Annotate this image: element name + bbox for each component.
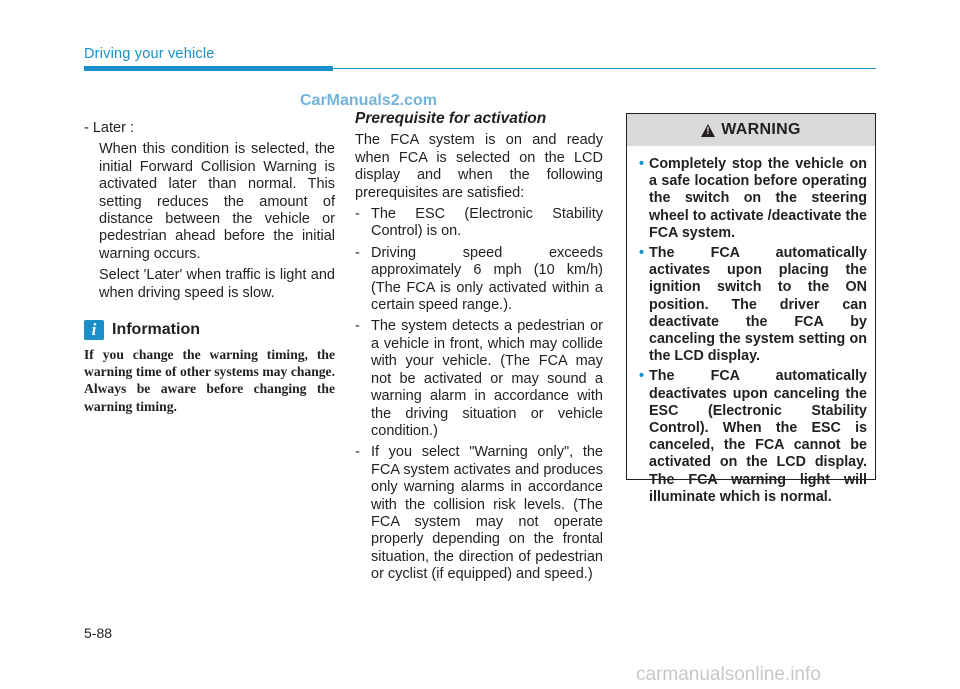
warning-label: WARNING: [721, 121, 801, 138]
prerequisite-item: - The ESC (Electronic Stability Control) is on.: [355, 206, 603, 240]
header-rule-thin: [333, 68, 876, 69]
warning-box: [626, 113, 876, 505]
later-paragraph-1: When this condition is selected, the initial Forward Collision Warning is activated later than normal. This setting reduces the amount of distance between the vehicle or pedestrian ahead before the initial warning occurs.: [99, 141, 335, 262]
information-text: If you change the warning timing, the warning time of other systems may change. Always be aware before changing the warning timing.: [84, 347, 335, 414]
prerequisite-item: - The system detects a pedestrian or a vehicle in front, which may collide with your vehicle. (The FCA may not be activated or may sound a warning alarm in accordance with the driving situation or vehicle condition.): [355, 318, 603, 439]
header-rule-thick: [84, 66, 333, 71]
watermark-bottom: carmanualsonline.info: [636, 664, 821, 685]
prerequisite-item: - If you select "Warning only", the FCA system activates and produces only warning alarms in accordance with the collision risk levels. (The FCA system may not operate properly depending on the frontal situation, the direction of pedestrian or cyclist (if equipped) and speed.): [355, 444, 603, 583]
prerequisite-intro: The FCA system is on and ready when FCA is selected on the LCD display and when the following prerequisites are satisfied:: [355, 132, 603, 201]
warning-item: • The FCA automatically activates upon placing the ignition switch to the ON position. The driver can deactivate the FCA by canceling the system setting on the LCD display.: [639, 245, 867, 365]
page-number: 5-88: [84, 625, 113, 641]
prerequisite-item: - Driving speed exceeds approximately 6 mph (10 km/h) (The FCA is only activated within a certain speed range.).: [355, 244, 603, 314]
warning-item: • The FCA automatically deactivates upon canceling the ESC (Electronic Stability Control). When the ESC is canceled, the FCA cannot be activated on the LCD display. The FCA warning light will illuminate which is normal.: [639, 368, 867, 505]
warning-header: [627, 114, 875, 146]
later-label: - Later :: [84, 120, 134, 136]
information-title: Information: [112, 321, 200, 339]
watermark-top: CarManuals2.com: [300, 92, 437, 109]
info-icon: i: [84, 320, 104, 340]
later-paragraph-2: Select 'Later' when traffic is light and when driving speed is slow.: [99, 267, 335, 301]
warning-item: • Completely stop the vehicle on a safe location before operating the switch on the steering wheel to activate /deactivate the FCA system.: [639, 156, 867, 241]
prerequisite-heading: Prerequisite for activation: [355, 110, 547, 127]
left-column: [84, 120, 335, 415]
warning-triangle-icon: !: [701, 124, 715, 137]
warning-list: [627, 146, 875, 506]
middle-column: [355, 110, 603, 588]
information-header: [84, 320, 335, 340]
section-title: Driving your vehicle: [84, 46, 215, 62]
